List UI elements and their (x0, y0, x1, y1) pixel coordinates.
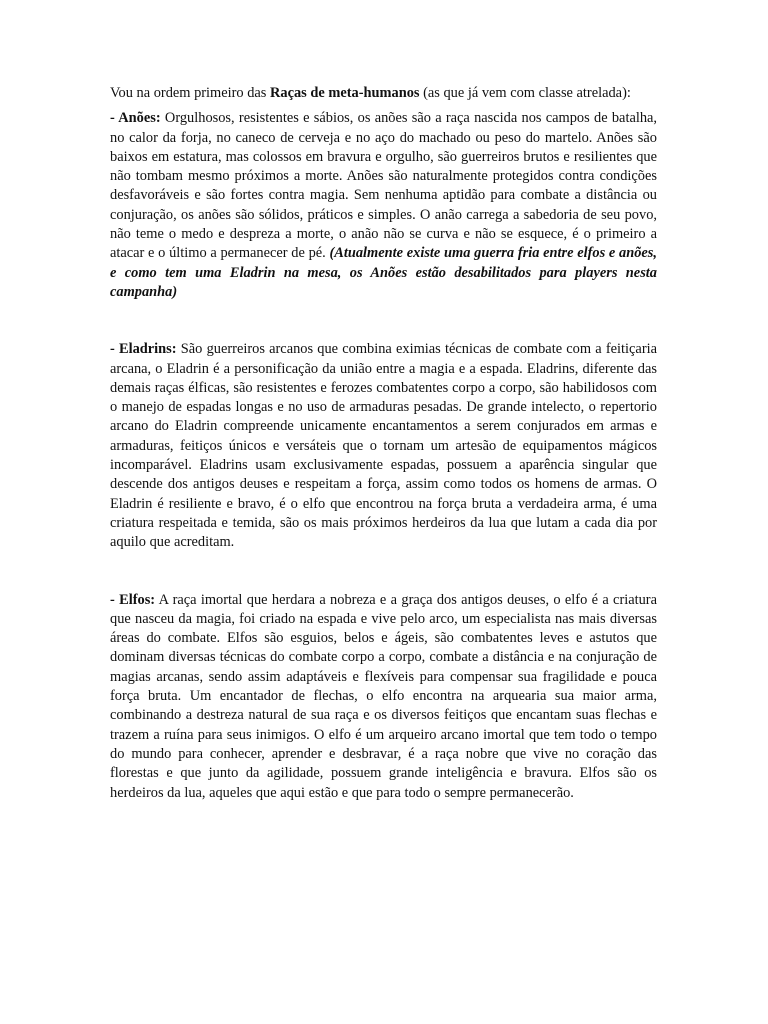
intro-bold-term: Raças de meta-humanos (270, 85, 420, 101)
intro-text-after: (as que já vem com classe atrelada): (419, 85, 631, 101)
section-eladrins (110, 340, 657, 552)
section-elfos-label: - Elfos: (110, 591, 156, 608)
section-anoes-body: Orgulhosos, resistentes e sábios, os anões são a raça nascida nos campos de batalha, no calor da forja, no caneco de cerveja e no aço do machado ou peso do martelo. Anões são baixos em estatura, mas colossos em bravura e orgulho, são guerreiros brutos e resilientes que não tombam mesmo próximos a morte. Anões são naturalmente protegidos contra condições desfavoráveis e são fortes contra magia. Sem nenhuma aptidão para combate a distância ou conjuração, os anões são sólidos, práticos e simples. O anão carrega a sabedoria de seu povo, não teme o medo e despreza a morte, o anão não se curva e não se esquece, é o primeiro a atacar e o último a permanecer de pé. (110, 110, 658, 262)
section-anoes-label: - Anões: (110, 110, 161, 127)
intro-text-before: Vou na ordem primeiro das (110, 85, 270, 101)
section-anoes-note: (Atualmente existe uma guerra fria entre elfos e anões, e como tem uma Eladrin na mesa, os Anões estão desabilitados para players nesta campanha) (110, 245, 657, 300)
paragraph-spacer (110, 553, 657, 591)
section-anoes (110, 109, 657, 302)
section-elfos-body: A raça imortal que herdara a nobreza e a graça dos antigos deuses, o elfo é a criatura que nasceu da magia, foi criado na espada e vive pelo arco, um especialista nas mais diversas áreas do combate. Elfos são esguios, belos e ágeis, são combatentes leves e astutos que dominam diversas técnicas do combate corpo a corpo, combate a distância e na conjuração de magias arcanas, sendo assim adaptáveis e flexíveis para compensar sua fragilidade e pouca força bruta. Um encantador de flechas, o elfo encontra na arquearia sua maior arma, combinando a destreza natural de sua raça e os diversos feitiços que encantam suas flechas e trazem a ruína para seus inimigos. O elfo é um arqueiro arcano imortal que tem todo o tempo do mundo para conhecer, aprender e desbravar, é a raça nobre que vive no coração das florestas e que junto da agilidade, possuem grande inteligência e bravura. Elfos são os herdeiros da lua, aqueles que aqui estão e que para todo o sempre permanecerão. (110, 591, 657, 801)
document-page (110, 84, 657, 803)
section-eladrins-label: - Eladrins: (110, 341, 177, 358)
section-elfos (110, 591, 657, 803)
intro-paragraph (110, 84, 657, 103)
section-eladrins-body: São guerreiros arcanos que combina eximias técnicas de combate com a feitiçaria arcana, o Eladrin é a personificação da união entre a magia e a espada. Eladrins, diferente das demais raças élficas, são resistentes e ferozes combatentes corpo a corpo, são habilidosos com o manejo de espadas longas e no uso de armaduras pesadas. De grande intelecto, o repertorio arcano do Eladrin compreende unicamente encantamentos a serem conjurados em armas e armaduras, feitiços únicos e versáteis que o tornam um artesão de equipamentos mágicos incomparável. Eladrins usam exclusivamente espadas, possuem a aparência singular que descende dos antigos deuses e respeitam a força, assim como todos os homens de armas. O Eladrin é resiliente e bravo, é o elfo que encontrou na força bruta a verdadeira arma, é uma criatura respeitada e temida, são os mais próximos herdeiros da lua que lutam a cada dia por aquilo que acreditam. (110, 341, 657, 551)
paragraph-spacer (110, 302, 657, 340)
